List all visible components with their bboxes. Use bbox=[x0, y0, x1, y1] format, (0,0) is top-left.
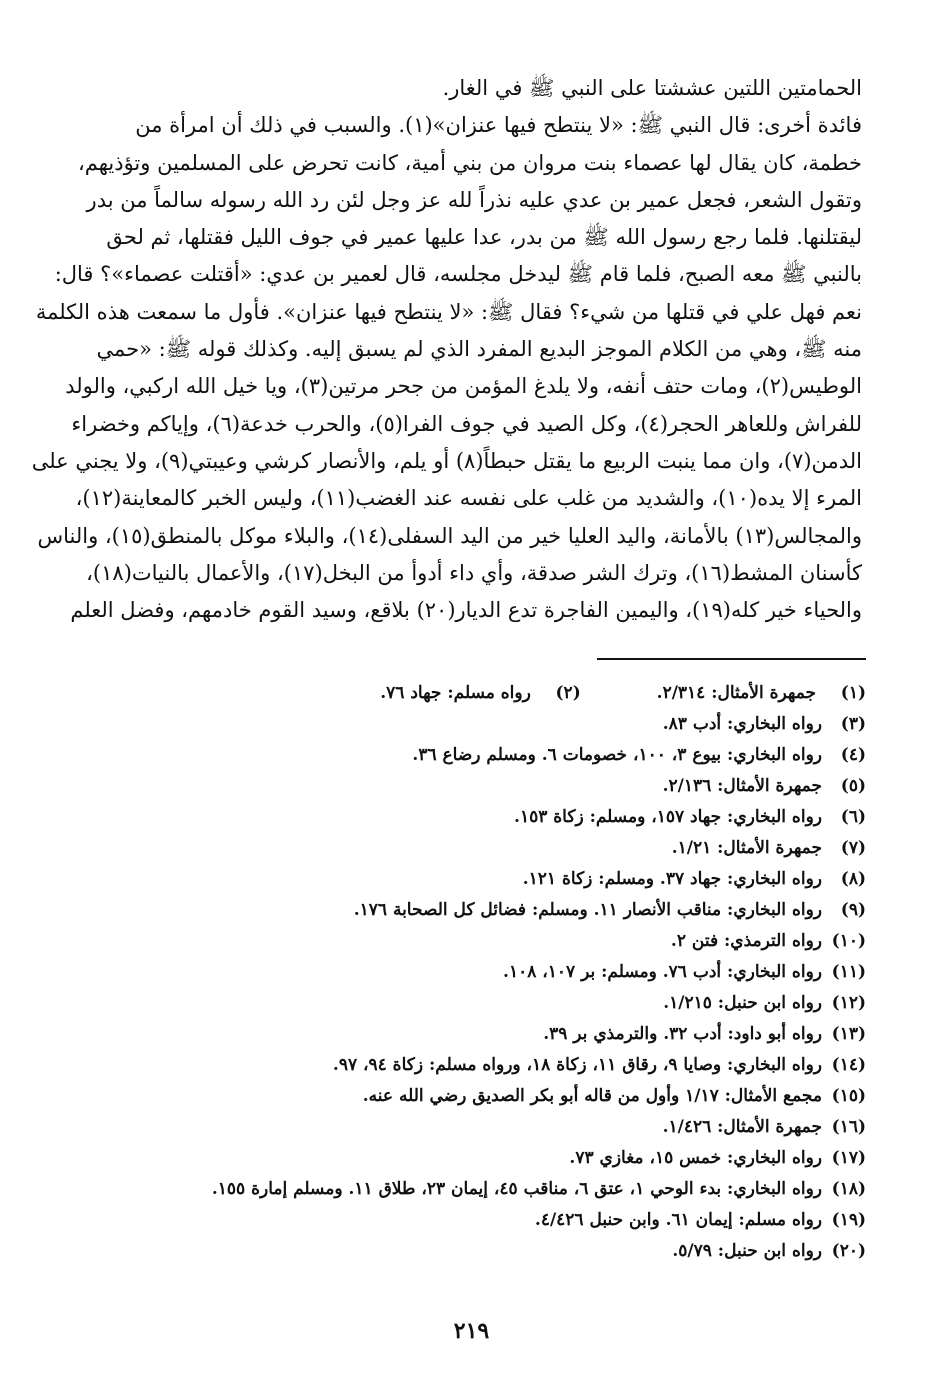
footnote-text: رواه البخاري: أدب ٨٣. bbox=[662, 714, 822, 734]
footnote-number: (١) bbox=[840, 683, 866, 703]
footnote bbox=[230, 1236, 866, 1267]
footnote bbox=[230, 1019, 866, 1050]
footnote-number: (٢) bbox=[555, 683, 581, 703]
text-line: نعم فهل علي في قتلها من شيء؟ فقال ﷺ: «لا ينتطح فيها عنزان». فأول ما سمعت هذه الكلمة bbox=[35, 299, 862, 324]
footnote bbox=[230, 771, 866, 802]
footnote bbox=[230, 1050, 866, 1081]
footnote-text: رواه مسلم: جهاد ٧٦. bbox=[380, 683, 531, 703]
text-line: الحمامتين اللتين عششتا على النبي ﷺ في الغار. bbox=[442, 76, 862, 100]
footnote bbox=[230, 864, 866, 895]
footnote-text: رواه مسلم: إيمان ٦١. وابن حنبل ٤/٤٢٦. bbox=[534, 1210, 822, 1230]
footnote-text: رواه البخاري: جهاد ٣٧. ومسلم: زكاة ١٢١. bbox=[522, 869, 822, 889]
footnote-number: (٨) bbox=[840, 869, 866, 889]
footnote-number: (١٦) bbox=[831, 1117, 866, 1137]
footnote bbox=[230, 1081, 866, 1112]
footnote-text: جمهرة الأمثال: ١/٢١. bbox=[671, 838, 822, 858]
footnotes bbox=[211, 678, 866, 1267]
footnote bbox=[230, 1112, 866, 1143]
footnote-text: جمهرة الأمثال: ١/٤٢٦. bbox=[662, 1117, 822, 1137]
text-line: خطمة، كان يقال لها عصماء بنت مروان من بني أمية، كانت تحرض على المسلمين وتؤذيهم، bbox=[77, 150, 862, 175]
footnote-separator bbox=[597, 658, 866, 660]
footnote-number: (٥) bbox=[840, 776, 866, 796]
footnote-text: رواه البخاري: أدب ٧٦. ومسلم: بر ١٠٧، ١٠٨. bbox=[503, 962, 822, 982]
footnote-number: (٤) bbox=[840, 745, 866, 765]
footnote-text: رواه أبو داود: أدب ٣٢. والترمذي بر ٣٩. bbox=[543, 1024, 822, 1044]
footnote-text: مجمع الأمثال: ١/١٧ وأول من قاله أبو بكر الصديق رضي الله عنه. bbox=[362, 1086, 822, 1106]
text-line: كأسنان المشط(١٦)، وترك الشر صدقة، وأي داء أدوأ من البخل(١٧)، والأعمال بالنيات(١٨)، bbox=[86, 560, 862, 585]
text-line: المرء إلا يده(١٠)، والشديد من غلب على نفسه عند الغضب(١١)، وليس الخبر كالمعاينة(١٢)، bbox=[75, 486, 862, 511]
main-text bbox=[31, 70, 862, 629]
footnote-text: رواه البخاري: جهاد ١٥٧، ومسلم: زكاة ١٥٣. bbox=[514, 807, 822, 827]
page-number: ٢١٩ bbox=[453, 1318, 490, 1344]
footnote bbox=[230, 988, 866, 1019]
footnote-text: جمهرة الأمثال: ٢/١٣٦. bbox=[662, 776, 822, 796]
footnote-number: (٧) bbox=[840, 838, 866, 858]
footnote-number: (١٧) bbox=[831, 1148, 866, 1168]
footnote-text: رواه البخاري: بدء الوحي ١، عتق ٦، مناقب ٤٥، إيمان ٢٣، طلاق ١١. ومسلم إمارة ١٥٥. bbox=[211, 1179, 822, 1199]
footnote-number: (٣) bbox=[840, 714, 866, 734]
footnote-text: رواه البخاري: وصايا ٩، رقاق ١١، زكاة ١٨، ورواه مسلم: زكاة ٩٤، ٩٧. bbox=[332, 1055, 822, 1075]
text-line: الوطيس(٢)، ومات حتف أنفه، ولا يلدغ المؤمن من جحر مرتين(٣)، ويا خيل الله اركبي، والولد bbox=[65, 374, 862, 399]
footnote-text: رواه البخاري: خمس ١٥، مغازي ٧٣. bbox=[569, 1148, 822, 1168]
text-line: فائدة أخرى: قال النبي ﷺ: «لا ينتطح فيها عنزان»(١). والسبب في ذلك أن امرأة من bbox=[135, 113, 862, 138]
footnote-text: رواه البخاري: بيوع ٣، ١٠٠، خصومات ٦. ومسلم رضاع ٣٦. bbox=[412, 745, 822, 765]
footnote bbox=[211, 1174, 866, 1205]
footnote bbox=[230, 678, 866, 709]
footnote-number: (١٣) bbox=[831, 1024, 866, 1044]
footnote-number: (٩) bbox=[840, 900, 866, 920]
footnote-number: (١٨) bbox=[831, 1179, 866, 1199]
footnote-number: (١٢) bbox=[831, 993, 866, 1013]
footnote bbox=[230, 957, 866, 988]
text-line: وتقول الشعر، فجعل عمير بن عدي عليه نذراً لله عز وجل لئن رد الله رسوله سالماً من بدر bbox=[86, 187, 862, 212]
footnote bbox=[230, 802, 866, 833]
footnote-number: (١٠) bbox=[831, 931, 866, 951]
text-line: بالنبي ﷺ معه الصبح، فلما قام ﷺ ليدخل مجلسه، قال لعمير بن عدي: «أقتلت عصماء»؟ قال: bbox=[54, 262, 862, 287]
footnote-text: رواه ابن حنبل: ٥/٧٩. bbox=[672, 1241, 822, 1261]
footnote-text: رواه البخاري: مناقب الأنصار ١١. ومسلم: فضائل كل الصحابة ١٧٦. bbox=[353, 900, 822, 920]
footnote-number: (١٥) bbox=[831, 1086, 866, 1106]
text-line: ليقتلنها. فلما رجع رسول الله ﷺ من بدر، عدا عليها عمير في جوف الليل فقتلها، ثم لحق bbox=[106, 225, 862, 250]
footnote-text: رواه الترمذي: فتن ٢. bbox=[670, 931, 822, 951]
footnote bbox=[230, 1205, 866, 1236]
footnote bbox=[230, 895, 866, 926]
footnote-number: (٦) bbox=[840, 807, 866, 827]
text-line: منه ﷺ، وهي من الكلام الموجز البديع المفرد الذي لم يسبق إليه. وكذلك قوله ﷺ: «حمي bbox=[96, 337, 862, 362]
footnote-pair bbox=[380, 678, 581, 709]
footnote bbox=[230, 740, 866, 771]
footnote-number: (٢٠) bbox=[831, 1241, 866, 1261]
text-line: للفراش وللعاهر الحجر(٤)، وكل الصيد في جوف الفرا(٥)، والحرب خدعة(٦)، وإياكم وخضراء bbox=[71, 411, 862, 436]
text-line: الدمن(٧)، وان مما ينبت الربيع ما يقتل حبطاً(٨) أو يلم، والأنصار كرشي وعيبتي(٩)، ولا يجني على bbox=[31, 448, 862, 473]
footnote-text: رواه ابن حنبل: ١/٢١٥. bbox=[663, 993, 822, 1013]
footnote bbox=[230, 833, 866, 864]
text-line: والمجالس(١٣) بالأمانة، واليد العليا خير من اليد السفلى(١٤)، والبلاء موكل بالمنطق(١٥)، والناس bbox=[37, 523, 862, 548]
text-line: والحياء خير كله(١٩)، واليمين الفاجرة تدع الديار(٢٠) بلاقع، وسيد القوم خادمهم، وفضل العلم bbox=[70, 598, 862, 623]
footnote bbox=[230, 709, 866, 740]
footnote-number: (١١) bbox=[831, 962, 866, 982]
footnote-number: (١٩) bbox=[831, 1210, 866, 1230]
footnote-text: جمهرة الأمثال: ٢/٣١٤. bbox=[656, 683, 817, 703]
footnote bbox=[230, 1143, 866, 1174]
footnote-number: (١٤) bbox=[831, 1055, 866, 1075]
footnote bbox=[230, 926, 866, 957]
